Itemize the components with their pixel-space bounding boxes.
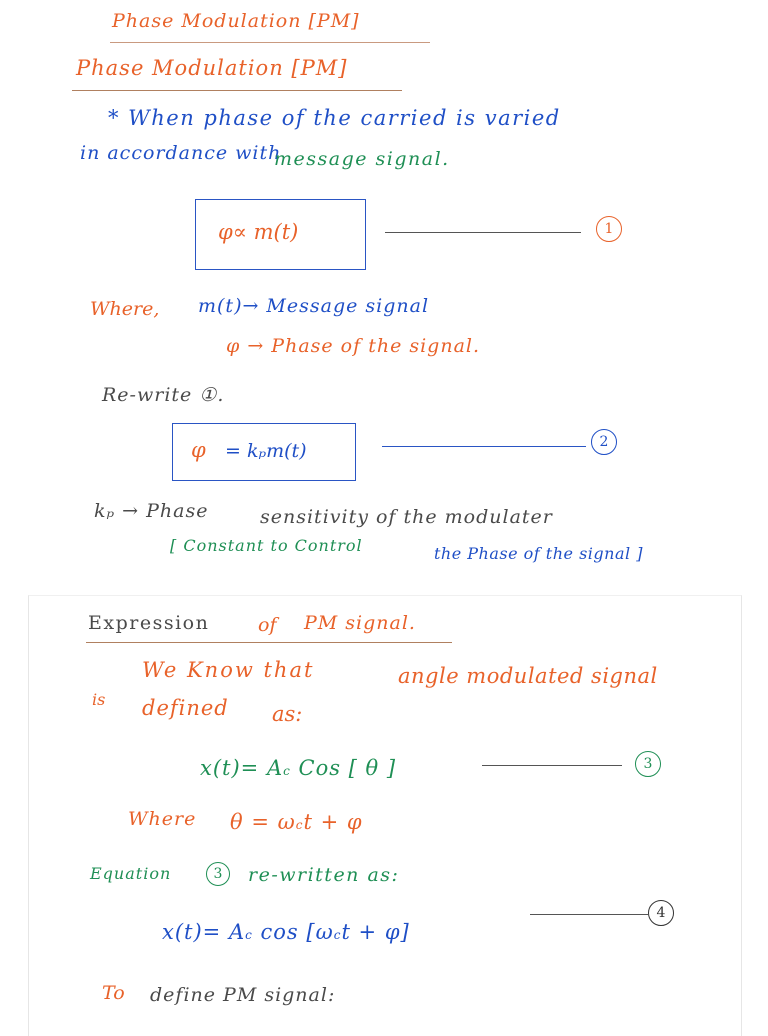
equation-1-leader [385,232,581,233]
eq-rewrite-a: Equation [90,864,172,883]
equation-4-main: x(t)= A [162,920,246,944]
equation-2-box [172,423,356,481]
equation-4-sub: c [245,928,253,942]
equation-4-number: 4 [648,900,674,926]
section2-title-b: of [258,614,277,636]
equation-1-number: 1 [596,216,622,242]
where2-label: Where [128,808,197,830]
equation-4-leader [530,914,648,915]
kp-note-b: the Phase of the signal ] [434,544,643,563]
equation-2-phi: φ [191,438,206,462]
top-title: Phase Modulation [PM] [112,10,360,32]
where-mt: m(t)→ Message signal [198,295,430,317]
definition-line2-part2: message signal. [274,148,450,170]
section-title: Phase Modulation [PM] [76,56,348,80]
kp-line-b: sensitivity of the modulater [260,506,553,528]
equation-4 [162,922,410,943]
equation-3 [200,758,396,779]
kp-line-a: kₚ → Phase [94,500,209,522]
section2-title-a: Expression [88,612,210,634]
rewrite-label: Re-write ①. [102,384,225,406]
know-line1-b: angle modulated signal [398,664,658,688]
know-line2-a: is [92,690,106,709]
equation-3-number: 3 [635,751,661,777]
equation-2-leader [382,446,586,447]
equation-2-rest: = kₚm(t) [225,440,307,462]
equation-1-text: φ∝ m(t) [218,220,299,244]
eq-rewrite-number: 3 [206,862,230,886]
to-define-b: define PM signal: [150,984,336,1006]
where-phi: φ → Phase of the signal. [226,335,481,357]
top-title-underline [110,42,430,43]
equation-2-number: 2 [591,429,617,455]
where-label: Where, [90,298,160,320]
where2-main: θ = ω [230,810,296,834]
equation-4-mid: cos [ω [252,920,334,944]
equation-3-leader [482,765,622,766]
eq-rewrite-b: re-written as: [248,864,400,886]
know-line2-b: defined [142,696,229,720]
equation-3-sub: c [283,764,291,778]
section2-title-underline [86,642,452,643]
definition-line1: * When phase of the carried is varied [108,106,561,130]
equation-1-box [195,199,366,270]
equation-3-main: x(t)= A [200,756,284,780]
kp-note-a: [ Constant to Control [170,536,363,555]
to-define-a: To [102,982,125,1004]
equation-4-tail: t + φ] [341,920,410,944]
definition-line2-part1: in accordance with [80,142,282,164]
where2-sub: c [295,818,304,832]
where2-equation [230,812,363,833]
section2-title-c: PM signal. [304,612,416,634]
section-title-underline [72,90,402,91]
where2-tail: t + φ [303,810,363,834]
know-line2-c: as: [272,702,303,726]
equation-4-sub2: c [333,928,342,942]
equation-3-tail: Cos [ θ ] [290,756,397,780]
know-line1-a: We Know that [142,658,315,682]
